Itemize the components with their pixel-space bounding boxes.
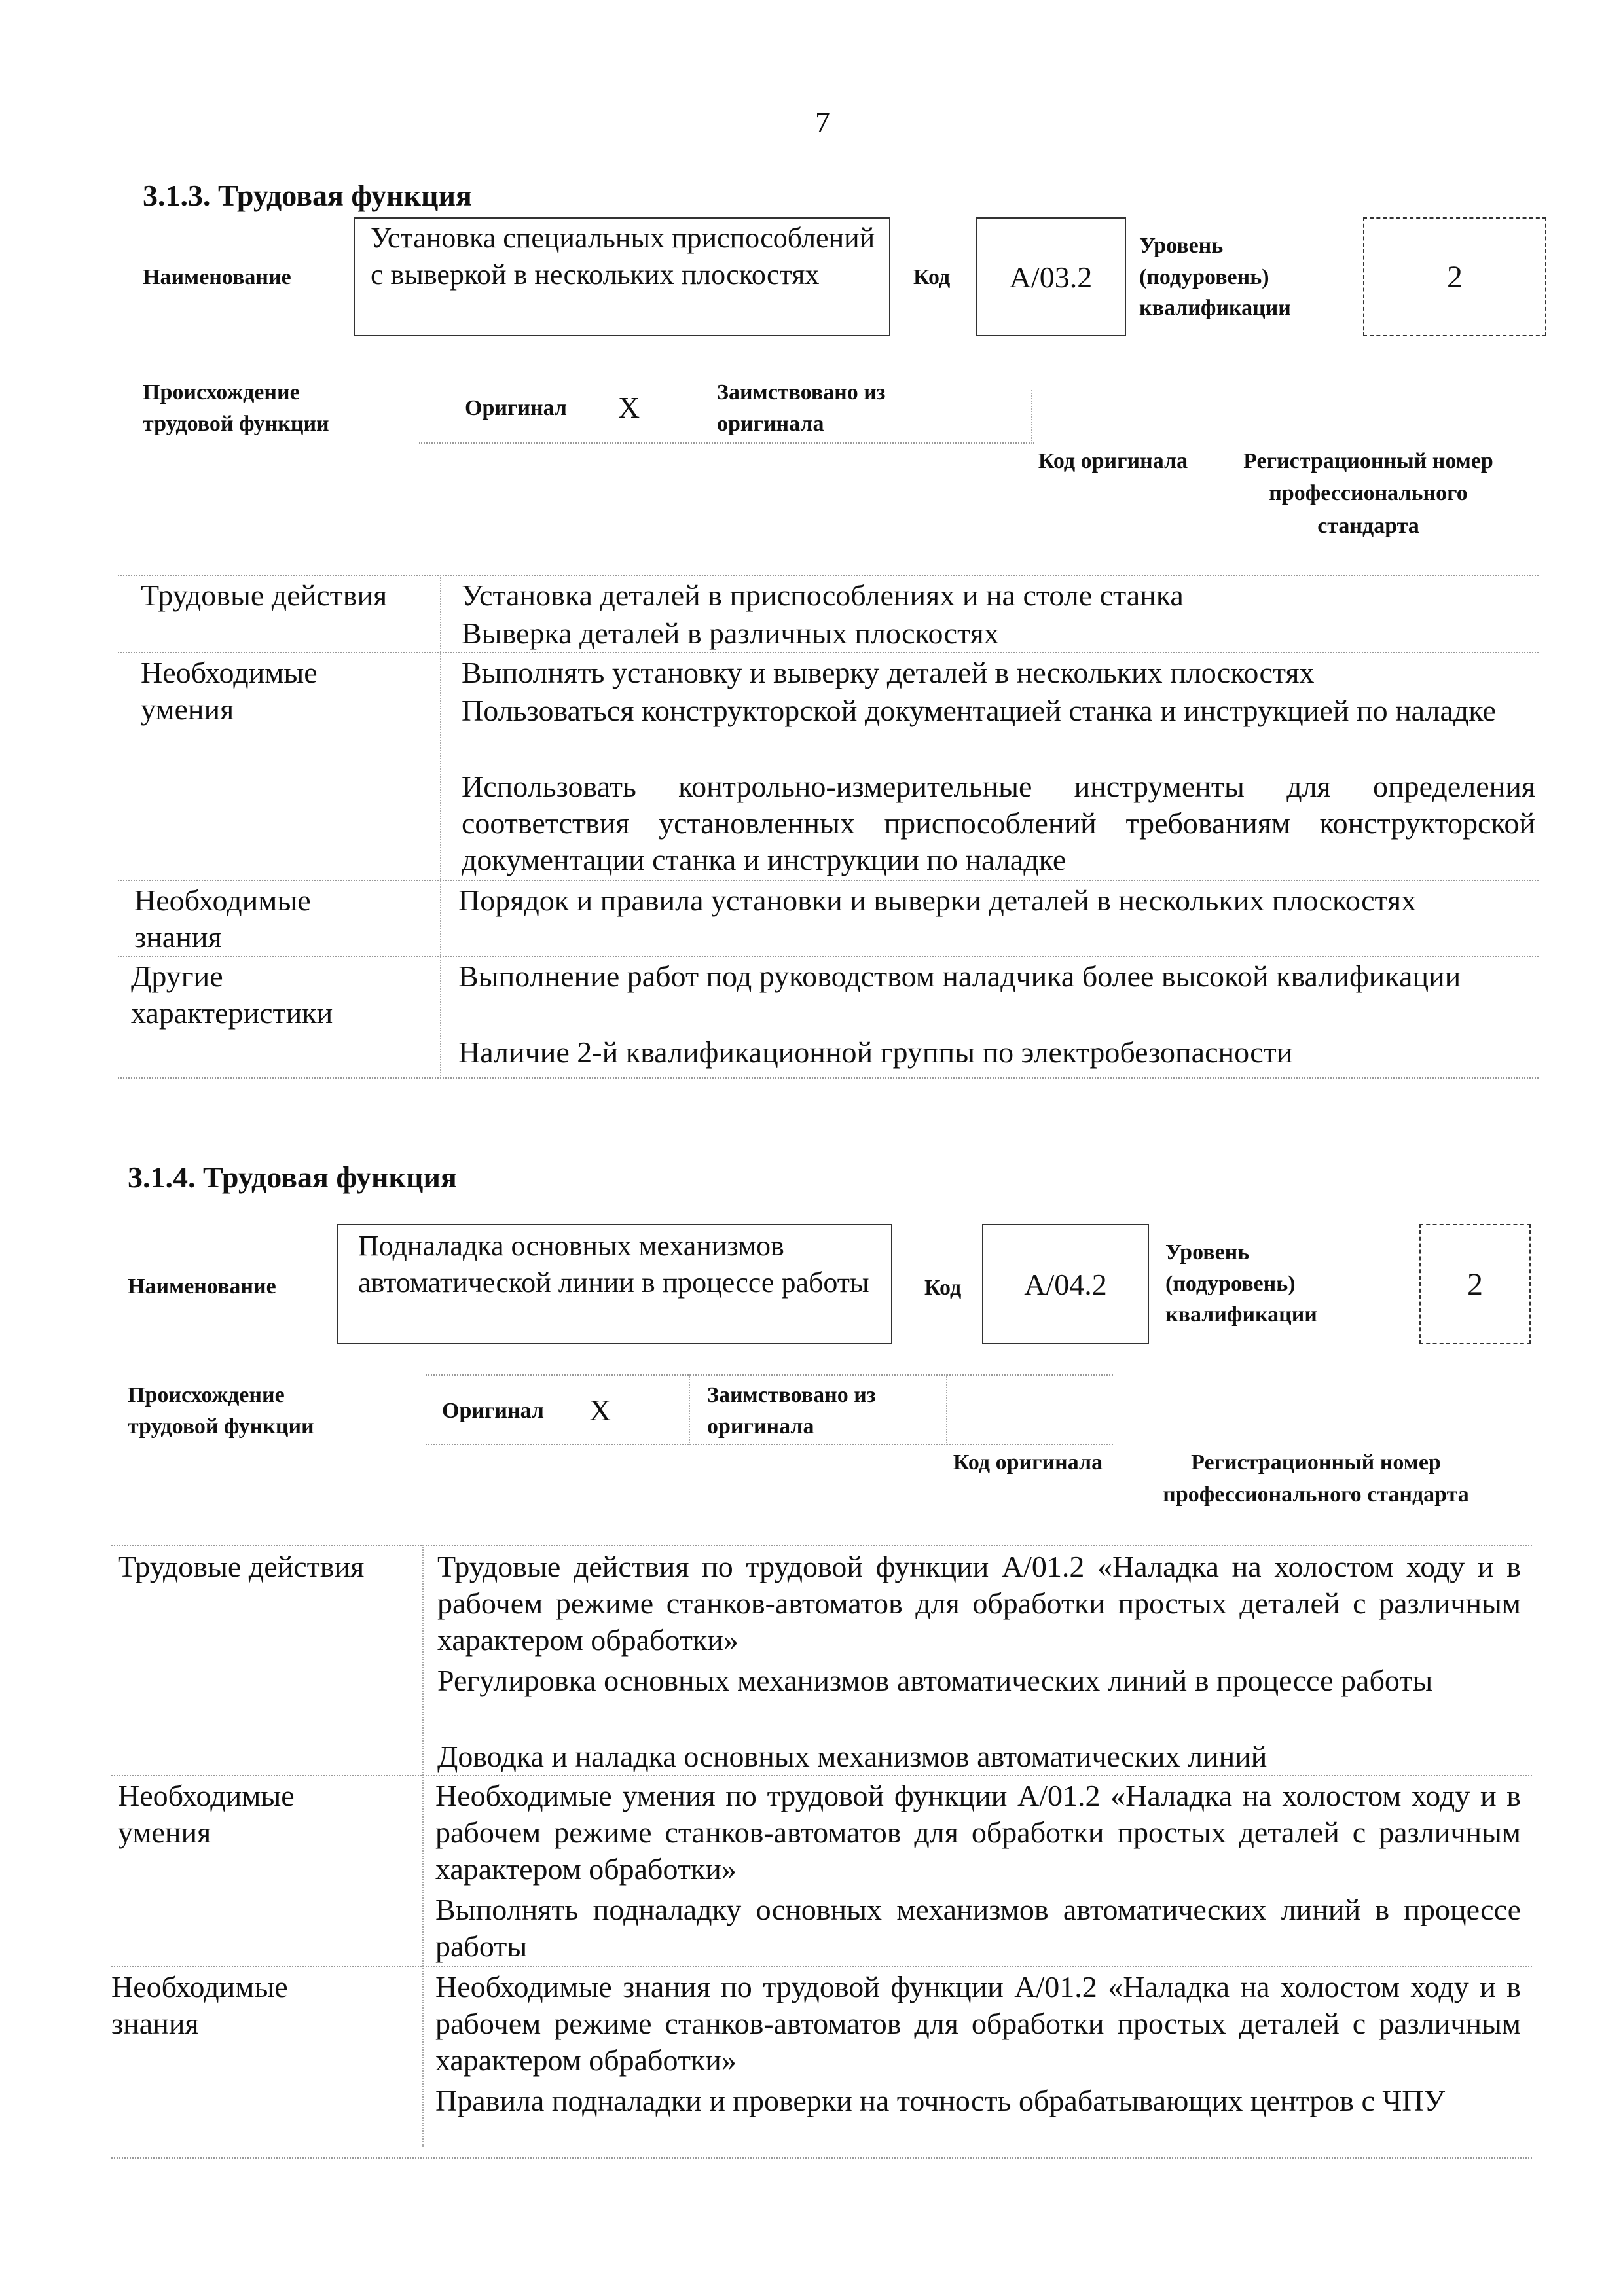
s314-origin-label: Происхождение трудовой функции <box>128 1383 314 1439</box>
s314-code-box: А/04.2 <box>982 1224 1149 1344</box>
s313-level-label: Уровень (подуровень) квалификации <box>1139 234 1291 321</box>
s314-level-label: Уровень (подуровень) квалификации <box>1165 1240 1317 1327</box>
s314-row-label: Трудовые действия <box>118 1550 365 1583</box>
s313-row-label: Необходимые умения <box>141 656 318 726</box>
page-number: 7 <box>815 105 830 139</box>
s314-row-item: Регулировка основных механизмов автоматических линий в процессе работы <box>437 1664 1433 1697</box>
s314-row-item: Необходимые знания по трудовой функции А/01.2 «Наладка на холостом ходу и в рабочем режиме станков-автоматов для обработки простых деталей с различным характером обработки» <box>435 1970 1521 2077</box>
s313-row-label: Трудовые действия <box>141 579 388 612</box>
s313-row-item: Выверка деталей в различных плоскостях <box>462 617 999 650</box>
s313-code-box: А/03.2 <box>976 217 1126 336</box>
s313-reg-number-caption: Регистрационный номер профессионального стандарта <box>1243 449 1493 538</box>
s313-row-label: Другие характеристики <box>131 960 333 1030</box>
s313-original-label: Оригинал <box>465 396 567 420</box>
s313-row-item: Наличие 2-й квалификационной группы по электробезопасности <box>458 1035 1293 1069</box>
section-314-title: 3.1.4. Трудовая функция <box>128 1160 457 1194</box>
s313-borrowed-label: Заимствовано из оригинала <box>717 380 886 436</box>
s313-row-item: Выполнение работ под руководством наладчика более высокой квалификации <box>458 960 1461 993</box>
s313-code-label: Код <box>913 265 951 289</box>
s313-origin-label: Происхождение трудовой функции <box>143 380 329 436</box>
s313-original-mark: X <box>618 391 640 424</box>
s314-row-label: Необходимые умения <box>118 1779 295 1849</box>
s313-row-item: Использовать контрольно-измерительные инструменты для определения соответствия установленных приспособлений требованиям конструкторской документации станка и инструкции по наладке <box>462 770 1535 876</box>
s314-code-label: Код <box>924 1276 962 1300</box>
s313-orig-code-caption: Код оригинала <box>1038 449 1188 473</box>
s314-row-label: Необходимые знания <box>111 1970 288 2040</box>
s313-level-box: 2 <box>1363 217 1546 336</box>
s314-original-label: Оригинал <box>442 1399 544 1423</box>
s313-row-item: Пользоваться конструкторской документацией станка и инструкцией по наладке <box>462 694 1496 727</box>
s313-name-box <box>354 217 890 336</box>
s313-row-item: Выполнять установку и выверку деталей в нескольких плоскостях <box>462 656 1315 689</box>
s314-name-label: Наименование <box>128 1274 276 1299</box>
s313-name-label: Наименование <box>143 265 291 289</box>
s314-name-box <box>337 1224 892 1344</box>
s313-row-item: Порядок и правила установки и выверки деталей в нескольких плоскостях <box>458 884 1417 917</box>
s313-row-label: Необходимые знания <box>134 884 311 954</box>
s314-reg-number-caption: Регистрационный номер профессионального стандарта <box>1163 1450 1469 1507</box>
s314-row-item: Трудовые действия по трудовой функции А/01.2 «Наладка на холостом ходу и в рабочем режиме станков-автоматов для обработки простых деталей с различным характером обработки» <box>437 1550 1521 1657</box>
s314-row-item: Правила подналадки и проверки на точность обрабатывающих центров с ЧПУ <box>435 2084 1446 2117</box>
s314-row-item: Доводка и наладка основных механизмов автоматических линий <box>437 1740 1267 1773</box>
s314-original-mark: X <box>589 1393 611 1427</box>
s314-name-text: Подналадка основных механизмов автоматической линии в процессе работы <box>358 1230 869 1299</box>
s314-orig-code-caption: Код оригинала <box>953 1450 1103 1475</box>
s314-level-box: 2 <box>1419 1224 1531 1344</box>
s313-row-item: Установка деталей в приспособлениях и на столе станка <box>462 579 1184 612</box>
s313-name-text: Установка специальных приспособлений с выверкой в нескольких плоскостях <box>371 222 875 291</box>
s314-row-item: Выполнять подналадку основных механизмов автоматических линий в процессе работы <box>435 1893 1521 1963</box>
s314-row-item: Необходимые умения по трудовой функции А/01.2 «Наладка на холостом ходу и в рабочем режиме станков-автоматов для обработки простых деталей с различным характером обработки» <box>435 1779 1521 1886</box>
section-313-title: 3.1.3. Трудовая функция <box>143 179 472 212</box>
s314-borrowed-label: Заимствовано из оригинала <box>707 1383 876 1439</box>
